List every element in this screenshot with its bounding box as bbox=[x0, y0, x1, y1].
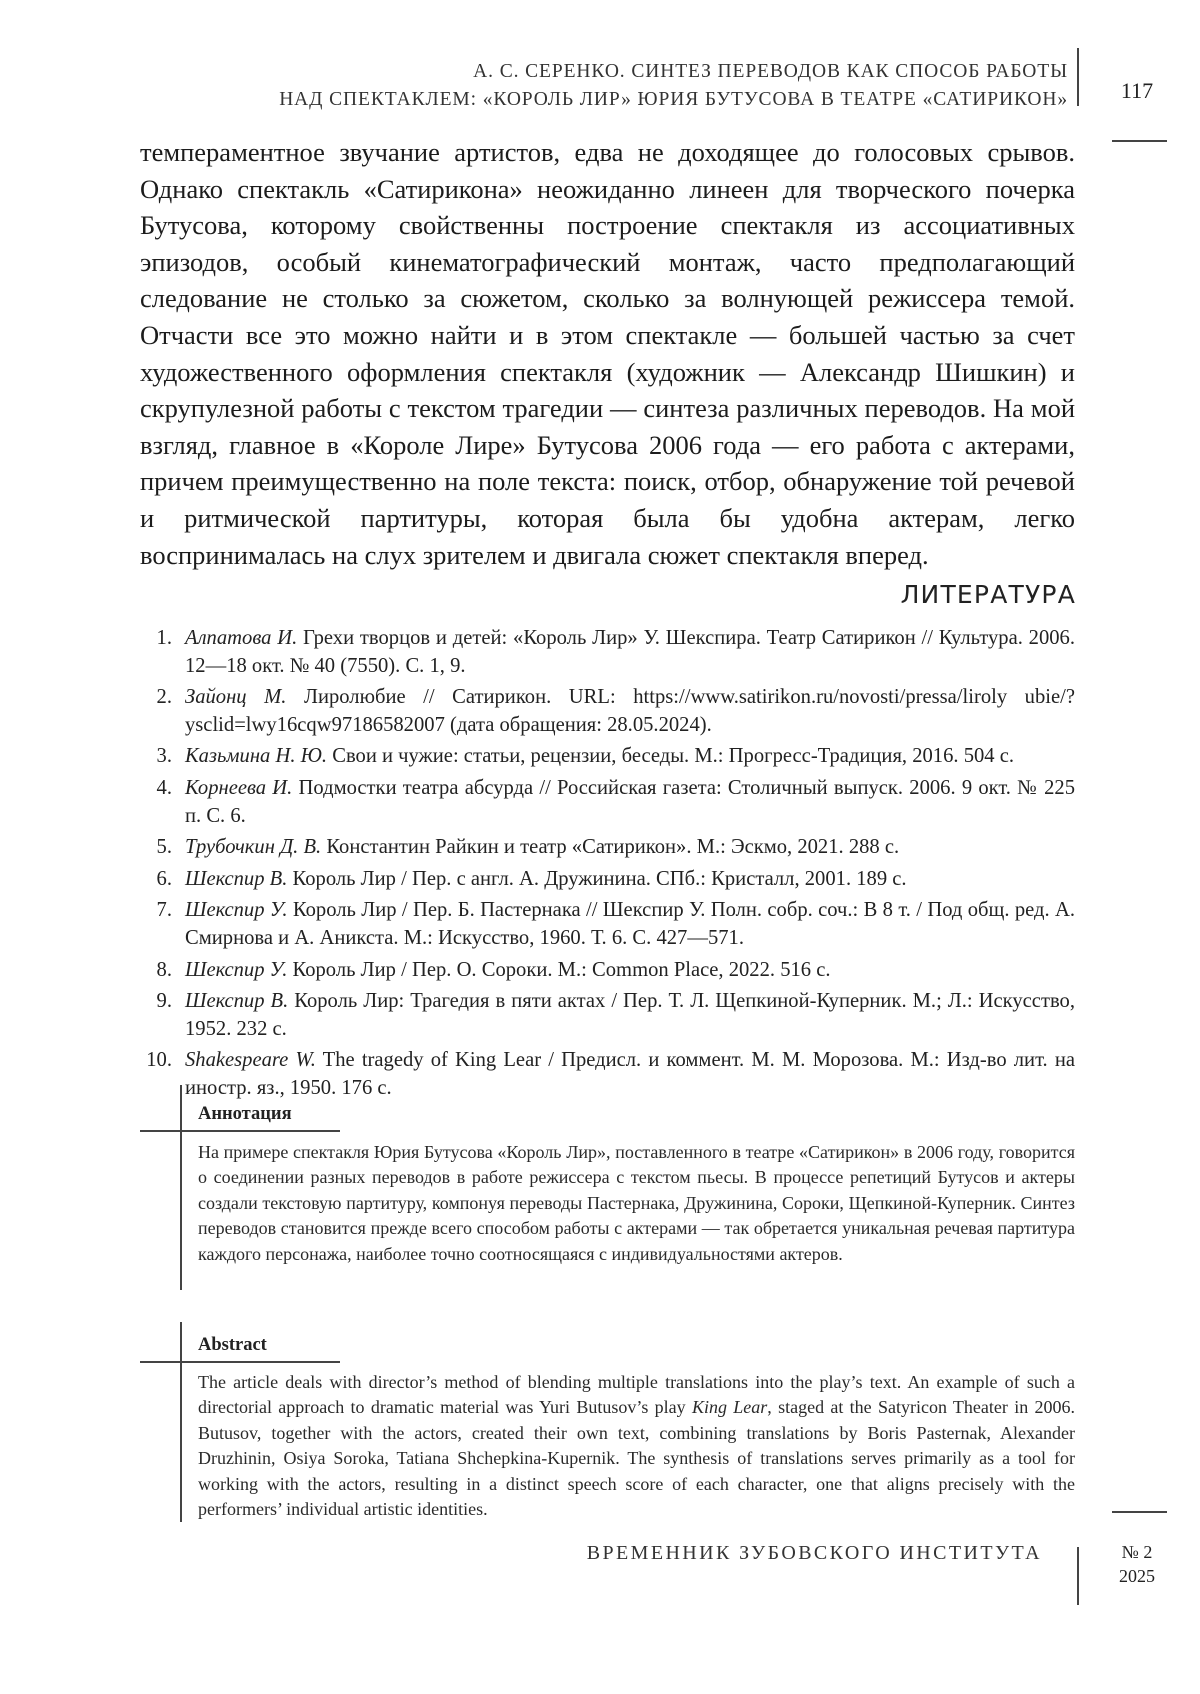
annotation-title: Аннотация bbox=[198, 1104, 292, 1124]
abstract-play-title: King Lear bbox=[691, 1397, 768, 1418]
reference-item bbox=[140, 897, 1075, 952]
running-head-line-1: А. С. СЕРЕНКО. СИНТЕЗ ПЕРЕВОДОВ КАК СПОСОБ РАБОТЫ bbox=[473, 61, 1068, 82]
reference-text: Король Лир: Трагедия в пяти актах / Пер. Т. Л. Щепкиной-Куперник. М.; Л.: Искусство, 1952. 232 с. bbox=[185, 990, 1075, 1040]
header-divider-vertical bbox=[1077, 48, 1079, 106]
reference-author: Шекспир У. bbox=[185, 958, 288, 981]
reference-item bbox=[140, 1047, 1075, 1102]
reference-number: 1. bbox=[156, 627, 172, 649]
reference-number: 2. bbox=[156, 686, 172, 709]
issue-number: № 2 bbox=[1121, 1542, 1153, 1562]
footer-divider-vertical bbox=[1077, 1547, 1079, 1605]
annotation-divider-vertical bbox=[180, 1085, 182, 1290]
references-list bbox=[140, 625, 1075, 1107]
reference-item bbox=[140, 684, 1075, 739]
running-head bbox=[168, 58, 1068, 114]
abstract-text-end: , staged at the Satyricon Theater in 2006. Butusov, together with the actors, created their own text, combining translations by Boris Pasternak, Alexander Druzhinin, Osiya Soroka, Tatiana Shchepkina-Kupernik. The synthesis of translations serves primarily as a tool for working with the actors, resulting in a distinct speech score of each character, one that aligns precisely with the performers’ individual artistic identities. bbox=[198, 1397, 1076, 1520]
reference-item bbox=[140, 988, 1075, 1043]
annotation-divider-horizontal bbox=[140, 1130, 340, 1132]
reference-text: Лиролюбие // Сатирикон. URL: https://www.satirikon.ru/novosti/pressa/liroly ubie/?ysclid=lwy16cqw97186582007 (дата обращения: 28.05.2024). bbox=[185, 686, 1075, 736]
reference-item bbox=[140, 743, 1075, 771]
running-head-line-2: НАД СПЕКТАКЛЕМ: «КОРОЛЬ ЛИР» ЮРИЯ БУТУСОВА В ТЕАТРЕ «САТИРИКОН» bbox=[279, 89, 1068, 110]
abstract-text bbox=[198, 1370, 1075, 1522]
reference-text: Король Лир / Пер. с англ. А. Дружинина. СПб.: Кристалл, 2001. 189 с. bbox=[287, 867, 907, 890]
reference-number: 7. bbox=[156, 899, 172, 922]
reference-author: Shakespeare W. bbox=[185, 1049, 316, 1072]
reference-text: Подмостки театра абсурда // Российская газета: Столичный выпуск. 2006. 9 окт. № 225 п. С. 6. bbox=[185, 776, 1075, 827]
reference-author: Казьмина Н. Ю. bbox=[185, 745, 328, 768]
header-rule bbox=[1112, 140, 1167, 142]
reference-number: 3. bbox=[156, 745, 172, 768]
issue-block bbox=[1094, 1540, 1180, 1588]
abstract-divider-vertical bbox=[180, 1322, 182, 1522]
reference-item bbox=[140, 834, 1075, 862]
reference-item bbox=[140, 957, 1075, 985]
reference-author: Шекспир В. bbox=[185, 990, 289, 1013]
reference-item bbox=[140, 866, 1075, 894]
annotation-text: На примере спектакля Юрия Бутусова «Король Лир», поставленного в театре «Сатирикон» в 2006 году, говорится о соединении разных переводов в работе режиссера с текстом пьесы. В процессе репетиций Бутусов и актеры создали текстовую партитуру, компонуя переводы Пастернака, Дружинина, Сороки, Щепкиной-Куперник. Синтез переводов становится прежде всего способом работы с актерами — так обретается уникальная речевая партитура каждого персонажа, наиболее точно соотносящаяся с индивидуальностями актеров. bbox=[198, 1142, 1075, 1264]
footer-rule bbox=[1112, 1511, 1167, 1513]
reference-text: Грехи творцов и детей: «Король Лир» У. Шекспира. Театр Сатирикон // Культура. 2006. 12—18 окт. № 40 (7550). С. 1, 9. bbox=[185, 627, 1075, 677]
reference-author: Шекспир В. bbox=[185, 867, 288, 890]
abstract-title: Abstract bbox=[198, 1335, 267, 1355]
reference-text: Константин Райкин и театр «Сатирикон». М.: Эскмо, 2021. 288 с. bbox=[321, 836, 900, 859]
reference-author: Корнеева И. bbox=[185, 776, 293, 799]
issue-year: 2025 bbox=[1119, 1566, 1155, 1586]
body-paragraph: темпераментное звучание артистов, едва не доходящее до голосовых срывов. Однако спектакль «Сатирикона» неожиданно линеен для творческого почерка Бутусова, которому свойственны построение спектакля из ассоциативных эпизодов, особый кинематографический монтаж, часто предполагающий следование не столько за сюжетом, сколько за волнующей режиссера темой. Отчасти все это можно найти и в этом спектакле — большей частью за счет художественного оформления спектакля (художник — Александр Шишкин) и скрупулезной работы с текстом трагедии — синтеза различных переводов. На мой взгляд, главное в «Короле Лире» Бутусова 2006 года — его работа с актерами, причем преимущественно на поле текста: поиск, отбор, обнаружение той речевой и ритмической партитуры, которая была бы удобна актерам, легко воспринималась на слух зрителем и двигала сюжет спектакля вперед. bbox=[140, 137, 1075, 570]
reference-author: Зайонц М. bbox=[185, 686, 287, 709]
abstract-divider-horizontal bbox=[140, 1361, 340, 1363]
reference-number: 6. bbox=[156, 867, 172, 890]
reference-item bbox=[140, 775, 1075, 830]
reference-author: Шекспир У. bbox=[185, 899, 288, 922]
reference-text: Король Лир / Пер. О. Сороки. М.: Common Place, 2022. 516 с. bbox=[287, 958, 831, 981]
reference-author: Алпатова И. bbox=[185, 627, 298, 649]
references-heading: ЛИТЕРАТУРА bbox=[900, 580, 1076, 609]
body-text bbox=[140, 134, 1075, 573]
reference-number: 8. bbox=[156, 958, 172, 981]
journal-name: ВРЕМЕННИК ЗУБОВСКОГО ИНСТИТУТА bbox=[586, 1542, 1042, 1564]
reference-number: 9. bbox=[156, 990, 172, 1013]
abstract-text-start: The article deals with director’s method of blending multiple translations into the play’s text. An example of such a directorial approach to dramatic material was Yuri Butusov’s play bbox=[198, 1372, 1075, 1418]
reference-text: Король Лир / Пер. Б. Пастернака // Шекспир У. Полн. собр. соч.: В 8 т. / Под общ. ред. А. Смирнова и А. Аникста. М.: Искусство, 1960. Т. 6. С. 427—571. bbox=[185, 899, 1076, 949]
reference-text: The tragedy of King Lear / Предисл. и коммент. М. М. Морозова. М.: Изд-во лит. на иностр. яз., 1950. 176 с. bbox=[185, 1049, 1075, 1099]
reference-item bbox=[140, 625, 1075, 680]
reference-number: 5. bbox=[156, 836, 172, 859]
reference-text: Свои и чужие: статьи, рецензии, беседы. М.: Прогресс-Традиция, 2016. 504 с. bbox=[327, 745, 1015, 768]
page-number: 117 bbox=[1120, 78, 1154, 103]
reference-number: 10. bbox=[146, 1049, 172, 1072]
reference-number: 4. bbox=[156, 776, 172, 799]
reference-author: Трубочкин Д. В. bbox=[185, 836, 322, 859]
